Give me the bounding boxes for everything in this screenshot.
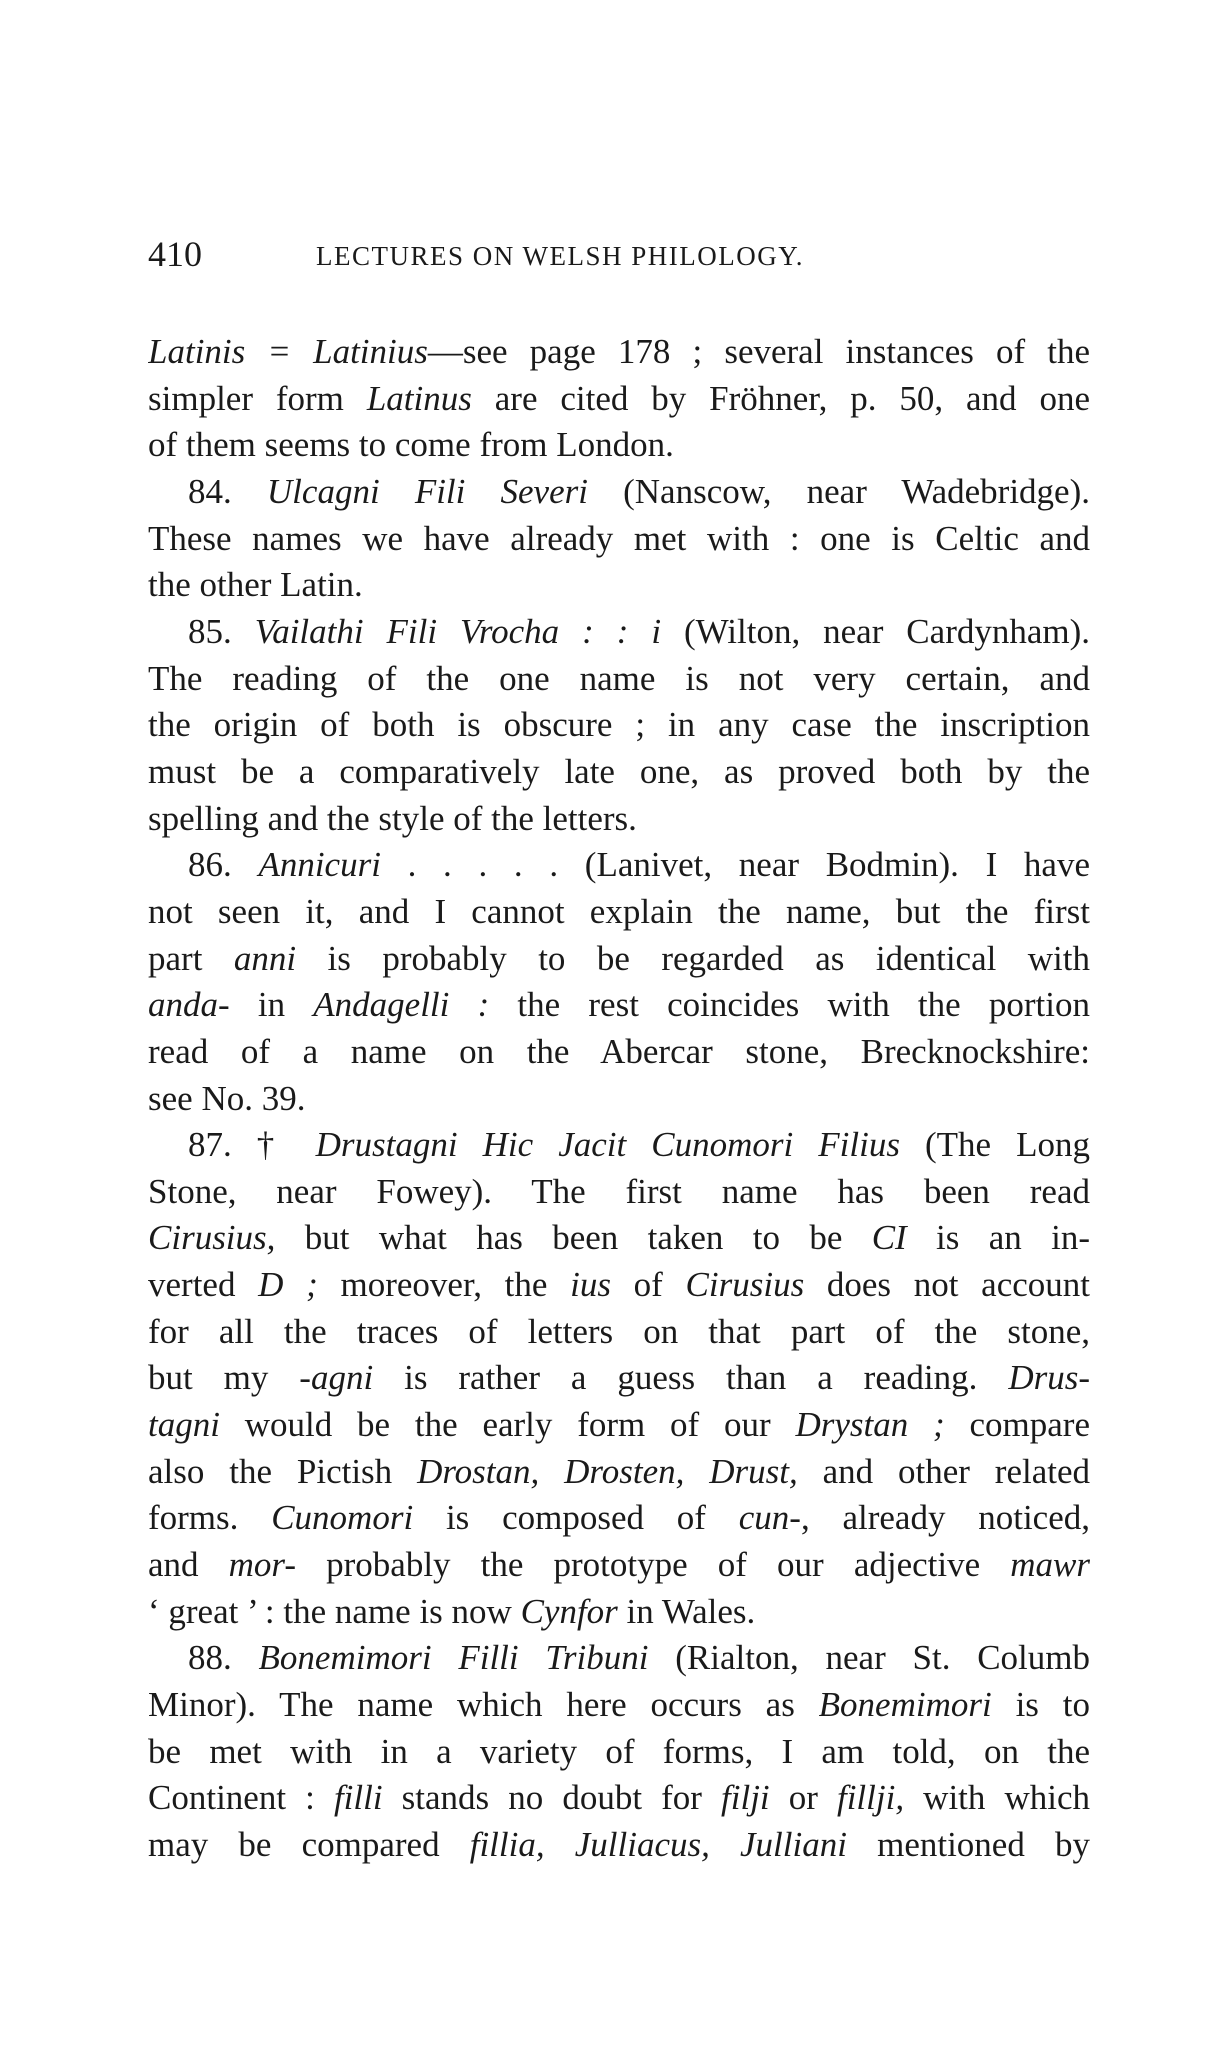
text-span: part <box>148 938 234 978</box>
running-header <box>148 230 928 278</box>
italic-text: Ulcagni Fili Severi <box>266 471 588 511</box>
text-span: 86. <box>188 845 259 885</box>
text-line <box>148 469 1090 516</box>
text-span: be met with in a variety of forms, I am told, on the <box>148 1731 1090 1771</box>
text-span: Stone, near Fowey). The first name has been read <box>148 1171 1090 1211</box>
text-line <box>148 609 1090 656</box>
text-span: Continent : <box>148 1778 334 1818</box>
text-span: (Nanscow, near Wadebridge). <box>587 471 1090 511</box>
text-span: of <box>610 1265 686 1305</box>
text-span: read of a name on the Abercar stone, Brecknockshire: <box>148 1031 1090 1071</box>
text-span: The reading of the one name is not very certain, and <box>148 658 1090 698</box>
italic-text: anni <box>233 938 297 978</box>
text-line <box>148 1682 1090 1729</box>
text-line <box>148 1402 1090 1449</box>
italic-text: Drystan ; <box>795 1405 945 1445</box>
italic-text: ius <box>570 1265 611 1305</box>
text-span: moreover, the <box>317 1265 571 1305</box>
text-line <box>148 422 1090 469</box>
text-span: is probably to be regarded as identical with <box>296 938 1090 978</box>
text-span: for all the traces of letters on that part of the stone, <box>148 1311 1090 1351</box>
italic-text: Drostan, Drosten, Drust, <box>417 1451 798 1491</box>
text-span: not seen it, and I cannot explain the name, but the first <box>148 891 1090 931</box>
italic-text: Cynfor <box>520 1591 618 1631</box>
text-span: is an in- <box>906 1218 1090 1258</box>
text-span: compare <box>944 1405 1090 1445</box>
italic-text: Bonemimori Filli Tribuni <box>258 1638 649 1678</box>
text-line <box>148 562 1090 609</box>
running-title: LECTURES ON WELSH PHILOLOGY. <box>316 241 805 271</box>
italic-text: anda- <box>148 985 230 1025</box>
text-span: ‘ great ’ : the name is now <box>148 1591 521 1631</box>
text-line <box>148 749 1090 796</box>
italic-text: Drus- <box>1008 1358 1090 1398</box>
text-span: (Wilton, near Cardynham). <box>661 611 1090 651</box>
italic-text: Cirusius, <box>148 1218 276 1258</box>
italic-text: cun- <box>738 1498 801 1538</box>
text-span: mentioned by <box>846 1825 1090 1864</box>
page-body-text <box>148 329 1090 1869</box>
text-line <box>148 656 1090 703</box>
italic-text: Drustagni Hic Jacit Cunomori Filius <box>315 1125 900 1165</box>
text-span: verted <box>148 1265 259 1305</box>
text-line <box>148 1355 1090 1402</box>
text-span: 85. <box>188 611 255 651</box>
text-line <box>148 1262 1090 1309</box>
text-line <box>148 1029 1090 1076</box>
italic-text: Vailathi Fili Vrocha : : i <box>254 611 662 651</box>
text-span: and other related <box>797 1451 1090 1491</box>
italic-text: Cunomori <box>271 1498 414 1538</box>
text-span: must be a comparatively late one, as proved both by the <box>148 751 1090 791</box>
italic-text: Cirusius <box>685 1265 805 1305</box>
text-span: forms. <box>148 1498 272 1538</box>
text-line <box>148 982 1090 1029</box>
text-line <box>148 1775 1090 1822</box>
italic-text: Andagelli : <box>313 985 490 1025</box>
text-span: 84. <box>188 471 267 511</box>
text-line <box>148 1635 1090 1682</box>
text-span: 87. † <box>188 1125 316 1165</box>
text-line <box>148 1122 1090 1169</box>
italic-text: filji <box>721 1778 770 1818</box>
text-span: , already noticed, <box>800 1498 1090 1538</box>
text-span: in Wales. <box>617 1591 756 1631</box>
text-line <box>148 1076 1090 1123</box>
text-span: is to <box>991 1685 1090 1725</box>
italic-text: Latinus <box>366 378 472 418</box>
text-span: —see page 178 ; several instances of the <box>427 332 1090 371</box>
text-span: is composed of <box>413 1498 739 1538</box>
text-span: also the Pictish <box>148 1451 418 1491</box>
text-span: the other Latin. <box>148 565 363 605</box>
text-span: in <box>229 985 314 1025</box>
text-line <box>148 1495 1090 1542</box>
text-span: (Rialton, near St. Columb <box>648 1638 1090 1678</box>
text-line <box>148 376 1090 423</box>
italic-text: D ; <box>258 1265 318 1305</box>
text-span: is rather a guess than a reading. <box>373 1358 1009 1398</box>
text-span: may be compared <box>148 1825 470 1864</box>
text-line <box>148 889 1090 936</box>
text-span: would be the early form of our <box>219 1405 796 1445</box>
italic-text: -agni <box>299 1358 374 1398</box>
italic-text: filli <box>333 1778 383 1818</box>
italic-text: mor- <box>228 1545 297 1585</box>
italic-text: Annicuri <box>258 845 381 885</box>
text-span: but what has been taken to be <box>275 1218 872 1258</box>
italic-text: fillji, <box>836 1778 905 1818</box>
text-span: of them seems to come from London. <box>148 425 674 465</box>
text-line <box>148 1215 1090 1262</box>
text-line <box>148 516 1090 563</box>
text-line <box>148 1542 1090 1589</box>
text-line <box>148 1729 1090 1776</box>
text-line <box>148 842 1090 889</box>
text-span: but my <box>148 1358 300 1398</box>
italic-text: fillia, Julliacus, Julliani <box>469 1825 847 1864</box>
text-line <box>148 1169 1090 1216</box>
text-span: the rest coincides with the portion <box>489 985 1090 1025</box>
page-number: 410 <box>148 234 202 274</box>
text-span: Minor). The name which here occurs as <box>148 1685 819 1725</box>
text-span: or <box>769 1778 837 1818</box>
text-span: simpler form <box>148 378 367 418</box>
text-span: These names we have already met with : one is Celtic and <box>148 518 1090 558</box>
text-span: are cited by Fröhner, p. 50, and one <box>471 378 1090 418</box>
text-span: probably the prototype of our adjective <box>296 1545 1011 1585</box>
text-span: spelling and the style of the letters. <box>148 798 637 838</box>
italic-text: Bonemimori <box>818 1685 992 1725</box>
text-span: . . . . . (Lanivet, near Bodmin). I have <box>380 845 1090 885</box>
italic-text: tagni <box>148 1405 220 1445</box>
text-line <box>148 936 1090 983</box>
text-span: with which <box>904 1778 1090 1818</box>
text-span: see No. 39. <box>148 1078 306 1118</box>
text-span: 88. <box>188 1638 259 1678</box>
text-span: does not account <box>804 1265 1090 1305</box>
italic-text: Latinis = Latinius <box>148 332 428 371</box>
text-span: and <box>148 1545 229 1585</box>
text-line <box>148 1309 1090 1356</box>
text-span: (The Long <box>899 1125 1090 1165</box>
italic-text: mawr <box>1010 1545 1090 1585</box>
italic-text: CI <box>871 1218 907 1258</box>
text-line <box>148 796 1090 843</box>
text-span: stands no doubt for <box>382 1778 722 1818</box>
text-line <box>148 1449 1090 1496</box>
text-line <box>148 1822 1090 1869</box>
text-line <box>148 329 1090 376</box>
text-span: the origin of both is obscure ; in any case the inscription <box>148 705 1090 745</box>
text-line <box>148 1589 1090 1636</box>
text-line <box>148 702 1090 749</box>
